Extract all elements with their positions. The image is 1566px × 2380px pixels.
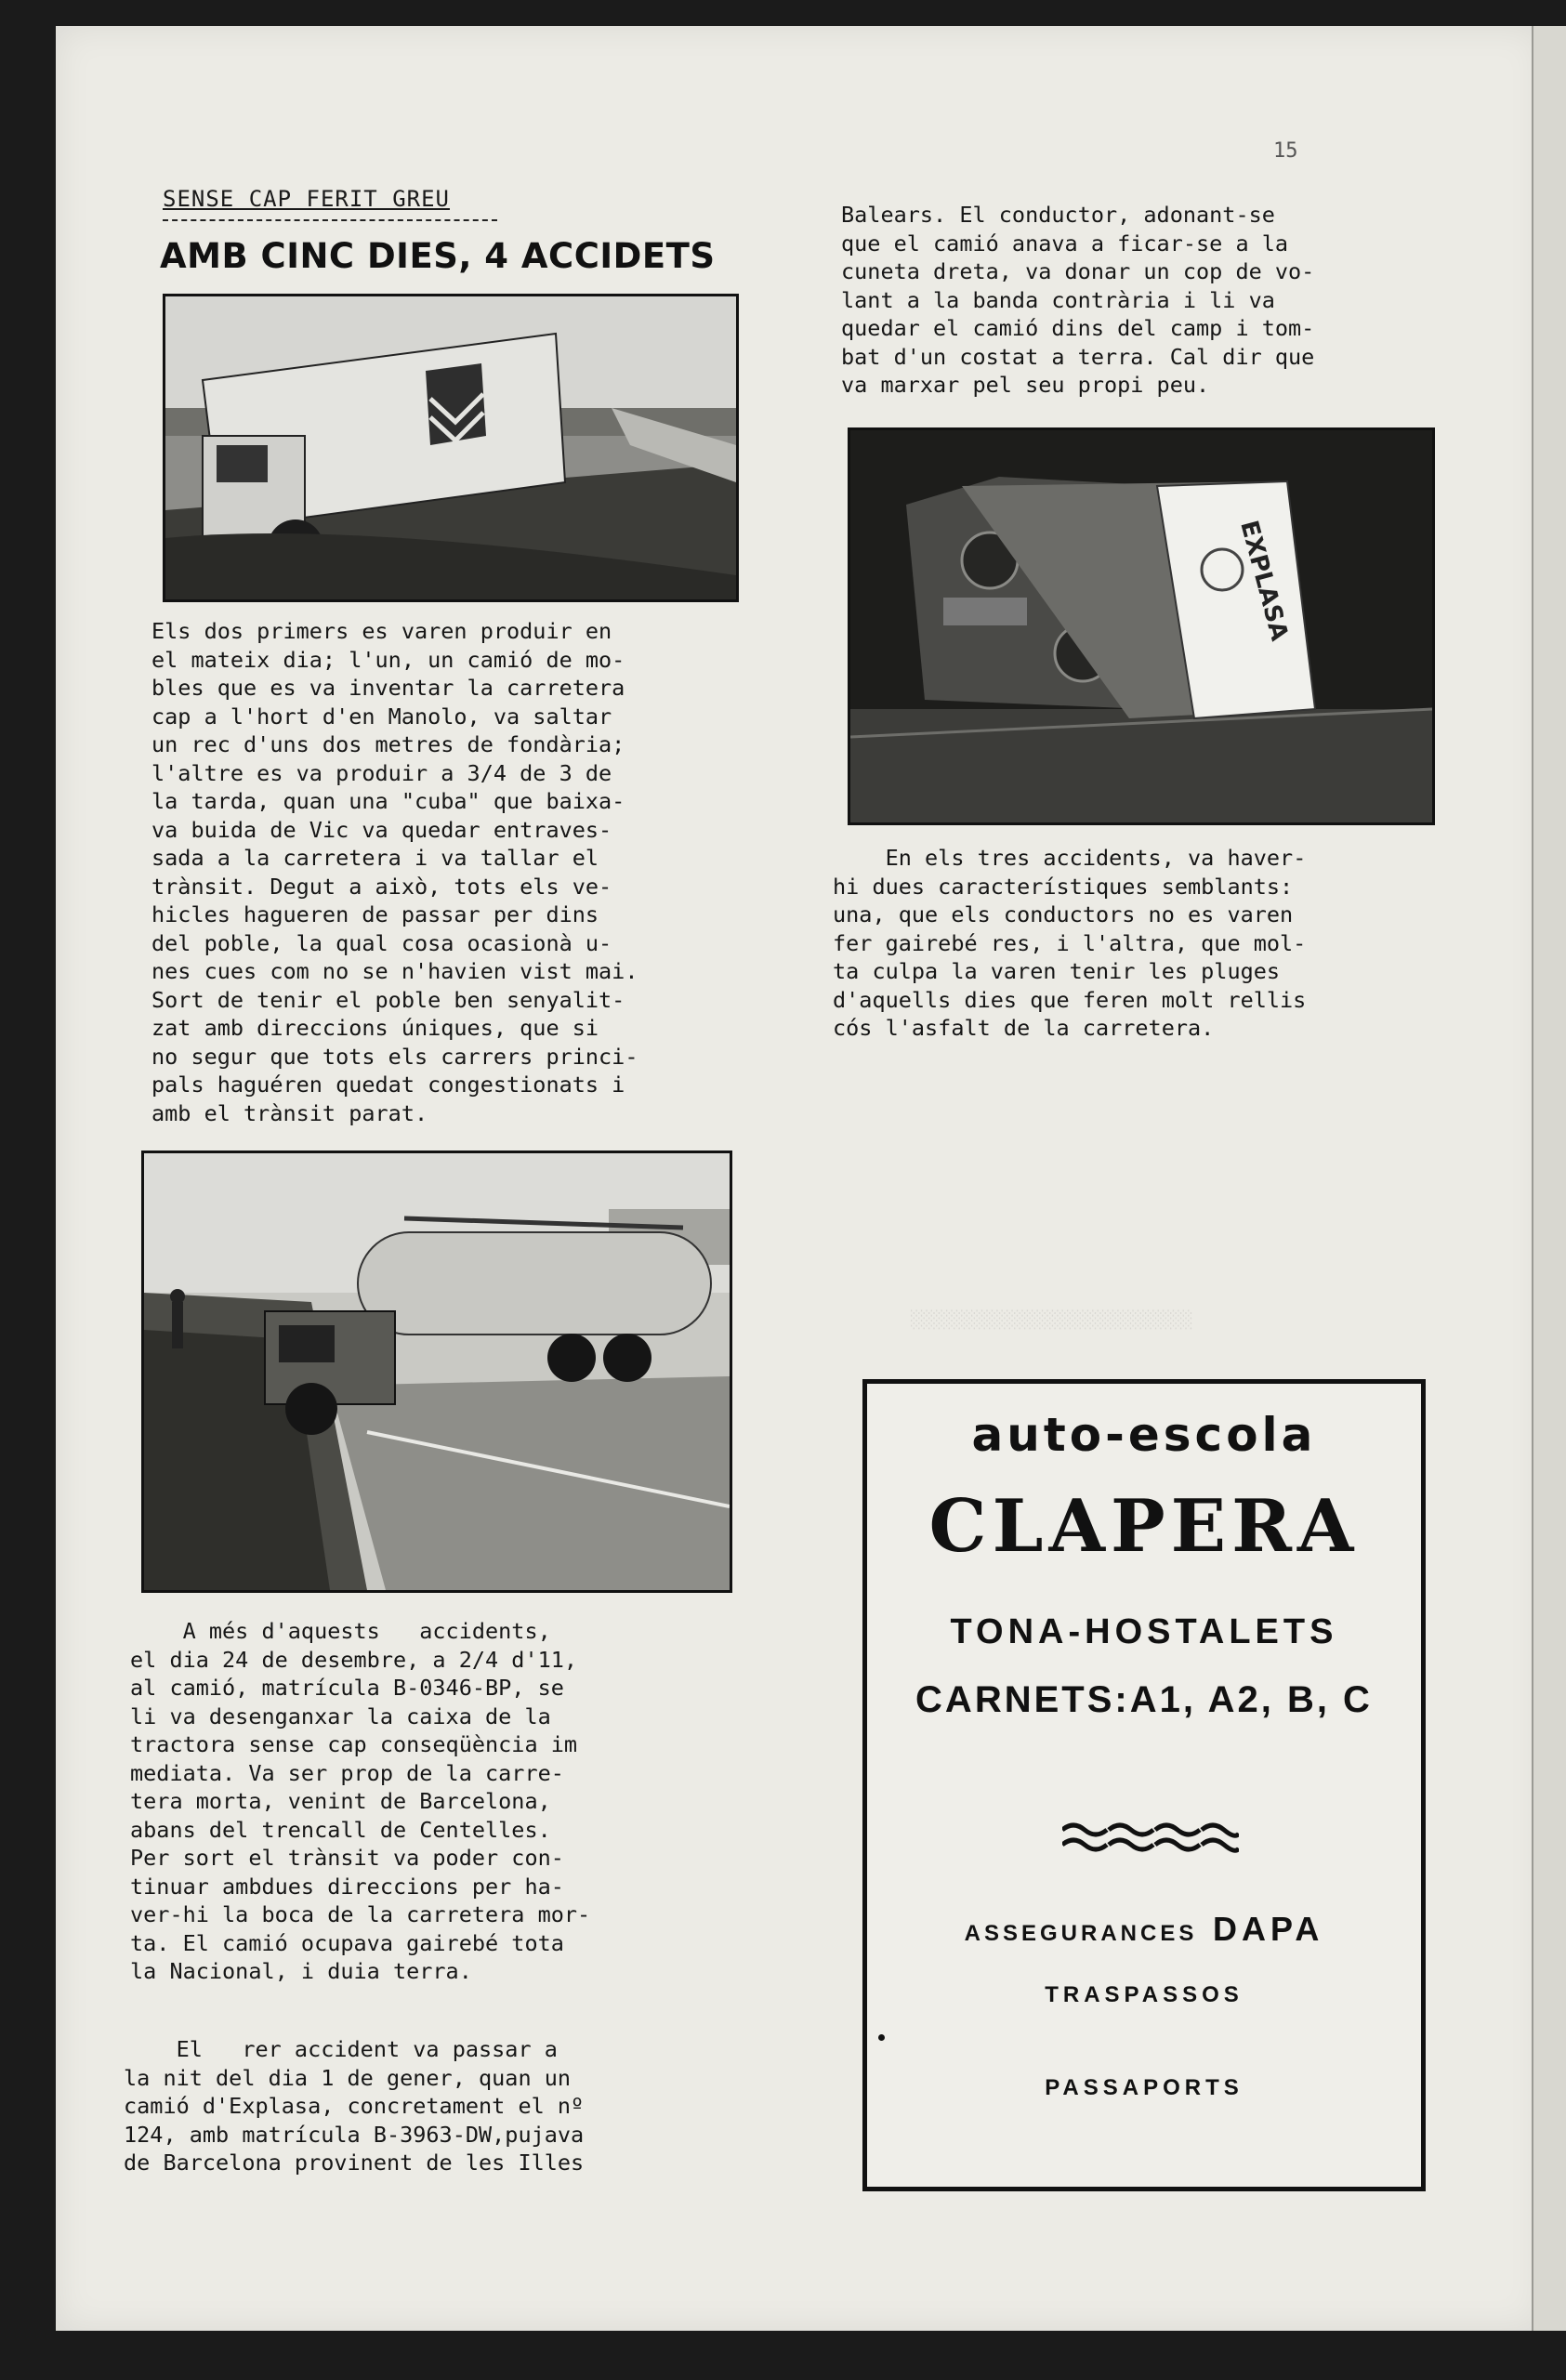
ad-transfers: TRASPASSOS bbox=[1045, 1982, 1244, 2007]
kicker-dashed-rule bbox=[163, 219, 497, 221]
show-through-text: ░░░░░░░░░░░░░░░░░░░░░░░░░░░░ bbox=[911, 1310, 1193, 1330]
article-paragraph-2: A més d'aquests accidents, el dia 24 de desembre, a 2/4 d'11, al camió, matrícula B-0346-BP, se li va desenganxar la caixa de la tractora sense cap conseqüència im mediata. Va ser prop de la carre- tera morta, venint de Barcelona, abans del trencall de Centelles. Per sort el trànsit va poder con- tinuar ambdues direccions per ha- ver-hi la boca de la carretera mor- ta. El camió ocupava gairebé tota la Nacional, i duia terra. bbox=[130, 1618, 591, 1984]
ad-brand: CLAPERA bbox=[928, 1484, 1360, 1569]
scan-border bbox=[0, 2331, 1566, 2380]
article-paragraph-3: El rer accident va passar a la nit del dia 1 de gener, quan un camió d'Explasa, concretament el nº 124, amb matrícula B-3963-DW,pujava de Barcelona provinent de les Illes bbox=[124, 2036, 585, 2176]
article-headline: AMB CINC DIES, 4 ACCIDETS bbox=[160, 236, 716, 276]
ad-dot-mark bbox=[878, 2034, 885, 2041]
truck-side-text: EXPLASA bbox=[1234, 518, 1294, 644]
photo-overturned-truck bbox=[848, 427, 1435, 825]
wave-ornament-icon bbox=[1062, 1819, 1239, 1856]
ad-insurance-line bbox=[867, 1910, 1421, 1949]
ad-passports: PASSAPORTS bbox=[1045, 2075, 1244, 2100]
article-paragraph-5: En els tres accidents, va haver- hi dues característiques semblants: una, que els conductors no es varen fer gairebé res, i l'altra, que mol- ta culpa la varen tenir les pluges d'aquells dies que feren molt rellis cós l'asfalt de la carretera. bbox=[833, 845, 1307, 1041]
ad-location: TONA-HOSTALETS bbox=[950, 1612, 1338, 1651]
page-number: 15 bbox=[1273, 139, 1298, 163]
page-edge bbox=[1532, 26, 1566, 2331]
ad-insurance-brand: DAPA bbox=[1213, 1910, 1324, 1948]
advertisement-auto-escola bbox=[862, 1379, 1426, 2191]
photo-tanker-truck bbox=[141, 1151, 732, 1593]
ad-licences: CARNETS:A1, A2, B, C bbox=[915, 1679, 1373, 1720]
ad-title: auto-escola bbox=[971, 1408, 1317, 1462]
photo-furniture-truck bbox=[163, 294, 739, 602]
article-paragraph-1: Els dos primers es varen produir en el mateix dia; l'un, un camió de mo- bles que es va inventar la carretera cap a l'hort d'en Manolo, va saltar un rec d'uns dos metres de fondària; l'altre es va produir a 3/4 de 3 de la tarda, quan una "cuba" que baixa- va buida de Vic va quedar entraves- sada a la carretera i va tallar el trànsit. Degut a això, tots els ve- hicles hagueren de passar per dins del poble, la qual cosa ocasionà u- nes cues com no se n'havien vist mai. Sort de tenir el poble ben senyalit- zat amb direccions úniques, que si no segur que tots els carrers princi- pals haguéren quedat congestionats i amb el trànsit parat. bbox=[151, 618, 638, 1126]
article-paragraph-4: Balears. El conductor, adonant-se que el camió anava a ficar-se a la cuneta dreta, va donar un cop de vo- lant a la banda contrària i li va quedar el camió dins del camp i tom- bat d'un costat a terra. Cal dir que va marxar pel seu propi peu. bbox=[841, 202, 1315, 398]
ad-insurance-prefix: ASSEGURANCES bbox=[964, 1921, 1198, 1946]
article-kicker: SENSE CAP FERIT GREU bbox=[163, 186, 450, 212]
